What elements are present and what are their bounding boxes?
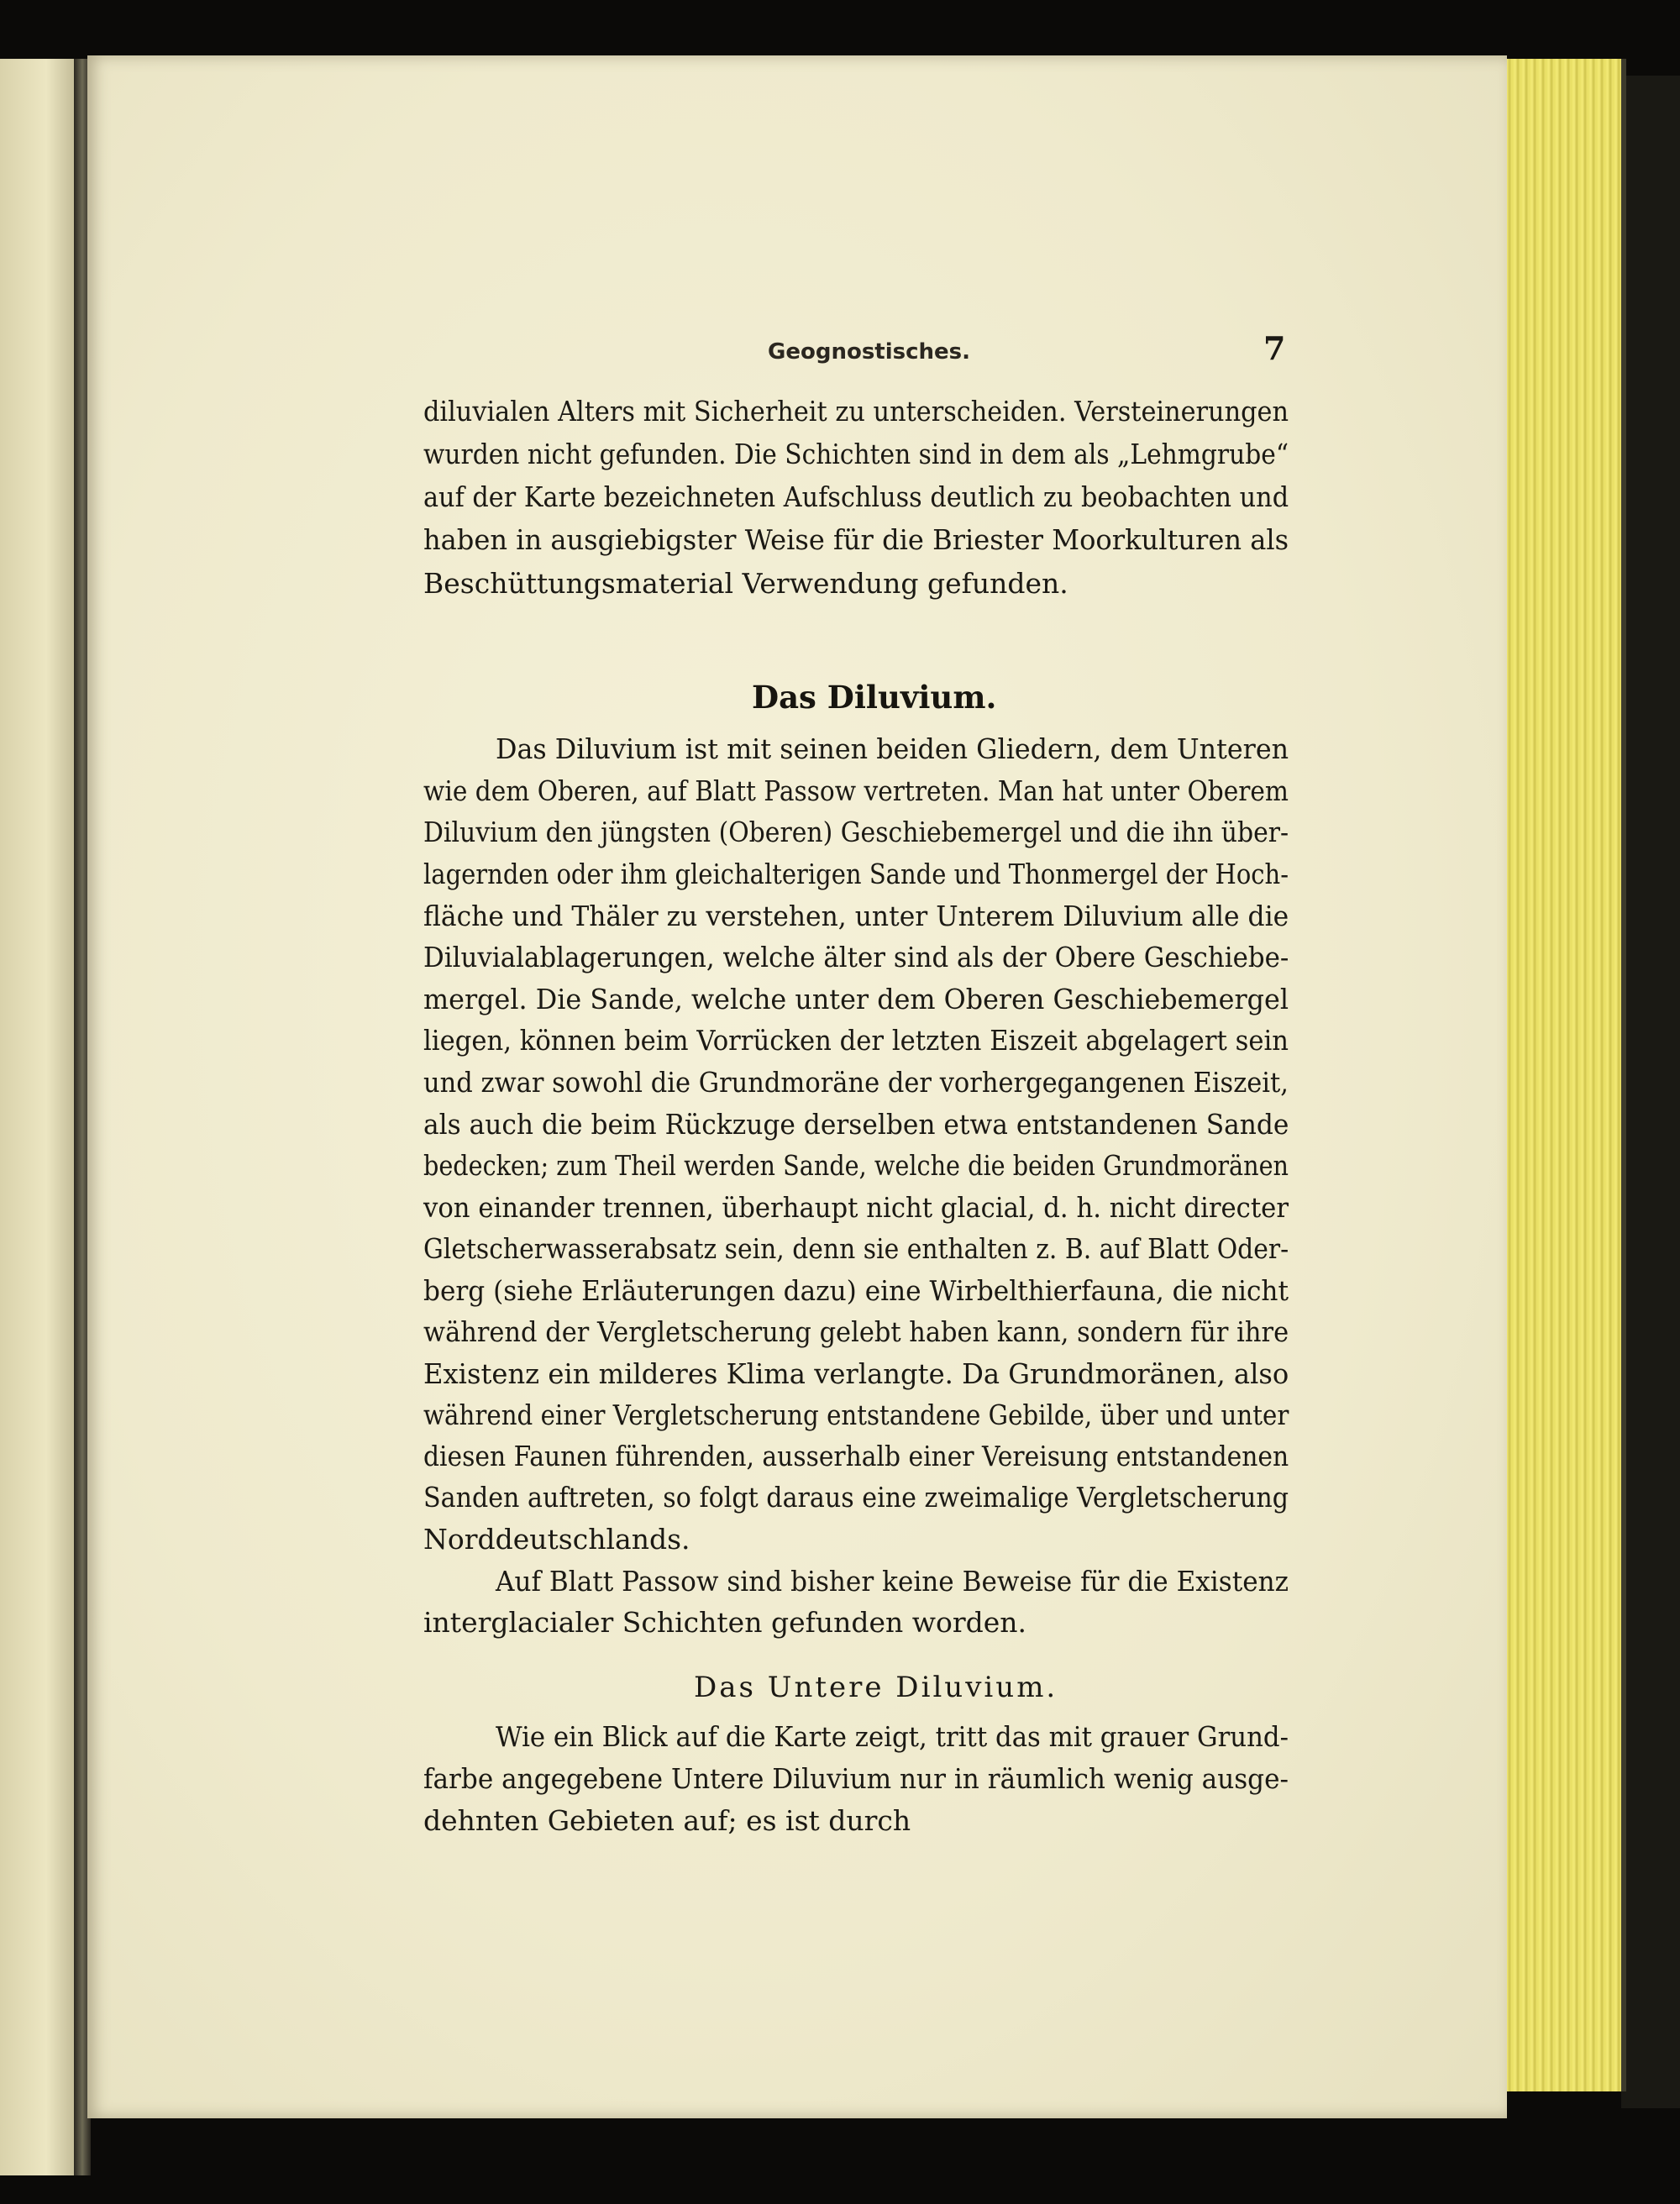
text-line: und zwar sowohl die Grundmoräne der vorhergegangenen Eiszeit, xyxy=(423,1066,1289,1099)
text-line: Sanden auftreten, so folgt daraus eine zweimalige Vergletscherung xyxy=(423,1481,1289,1514)
book-cover-edge xyxy=(1621,76,1680,2108)
subsection-heading: Das Untere Diluvium. xyxy=(694,1671,1058,1704)
text-line: Diluvialablagerungen, welche älter sind als der Obere Geschiebe- xyxy=(423,941,1289,973)
text-line: während der Vergletscherung gelebt haben kann, sondern für ihre xyxy=(423,1315,1289,1348)
text-line: auf der Karte bezeichneten Aufschluss deutlich zu beobachten und xyxy=(423,480,1289,513)
section-heading: Das Diluvium. xyxy=(752,679,997,716)
text-line: mergel. Die Sande, welche unter dem Oberen Geschiebemergel xyxy=(423,983,1289,1015)
text-line: während einer Vergletscherung entstandene Gebilde, über und unter xyxy=(423,1398,1289,1431)
text-line: haben in ausgiebigster Weise für die Briester Moorkulturen als xyxy=(423,523,1289,556)
text-line: berg (siehe Erläuterungen dazu) eine Wirbelthierfauna, die nicht xyxy=(423,1274,1289,1307)
text-line: Diluvium den jüngsten (Oberen) Geschiebemergel und die ihn über- xyxy=(423,816,1289,848)
text-line: wie dem Oberen, auf Blatt Passow vertreten. Man hat unter Oberem xyxy=(423,774,1289,807)
text-line: Norddeutschlands. xyxy=(423,1523,690,1556)
text-line: diluvialen Alters mit Sicherheit zu unterscheiden. Versteinerungen xyxy=(423,395,1289,428)
text-line: Beschüttungsmaterial Verwendung gefunden. xyxy=(423,567,1068,600)
text-line: liegen, können beim Vorrücken der letzten Eiszeit abgelagert sein xyxy=(423,1024,1289,1057)
left-page-edge xyxy=(0,59,77,2175)
running-title: Geognostisches. xyxy=(768,339,971,365)
text-line: diesen Faunen führenden, ausserhalb einer Vereisung entstandenen xyxy=(423,1440,1289,1472)
page-block-edge xyxy=(1495,59,1626,2091)
page-number: 7 xyxy=(1263,329,1286,367)
text-line: Gletscherwasserabsatz sein, denn sie enthalten z. B. auf Blatt Oder- xyxy=(423,1232,1289,1265)
text-line: interglacialer Schichten gefunden worden. xyxy=(423,1606,1027,1639)
text-line: von einander trennen, überhaupt nicht glacial, d. h. nicht directer xyxy=(423,1191,1289,1224)
text-line: Wie ein Blick auf die Karte zeigt, tritt das mit grauer Grund- xyxy=(496,1720,1289,1753)
text-line: dehnten Gebieten auf; es ist durch xyxy=(423,1804,911,1837)
text-line: bedecken; zum Theil werden Sande, welche die beiden Grundmoränen xyxy=(423,1149,1289,1182)
book-page xyxy=(87,55,1507,2118)
text-line: lagernden oder ihm gleichalterigen Sande und Thonmergel der Hoch- xyxy=(423,858,1289,890)
text-line: Auf Blatt Passow sind bisher keine Beweise für die Existenz xyxy=(496,1565,1289,1598)
text-line: Existenz ein milderes Klima verlangte. Da Grundmoränen, also xyxy=(423,1357,1289,1390)
text-line: fläche und Thäler zu verstehen, unter Unterem Diluvium alle die xyxy=(423,900,1289,932)
text-line: farbe angegebene Untere Diluvium nur in räumlich wenig ausge- xyxy=(423,1762,1289,1795)
text-line: als auch die beim Rückzuge derselben etwa entstandenen Sande xyxy=(423,1108,1289,1141)
text-line: wurden nicht gefunden. Die Schichten sind in dem als „Lehmgrube“ xyxy=(423,438,1289,470)
text-line: Das Diluvium ist mit seinen beiden Gliedern, dem Unteren xyxy=(496,732,1289,765)
